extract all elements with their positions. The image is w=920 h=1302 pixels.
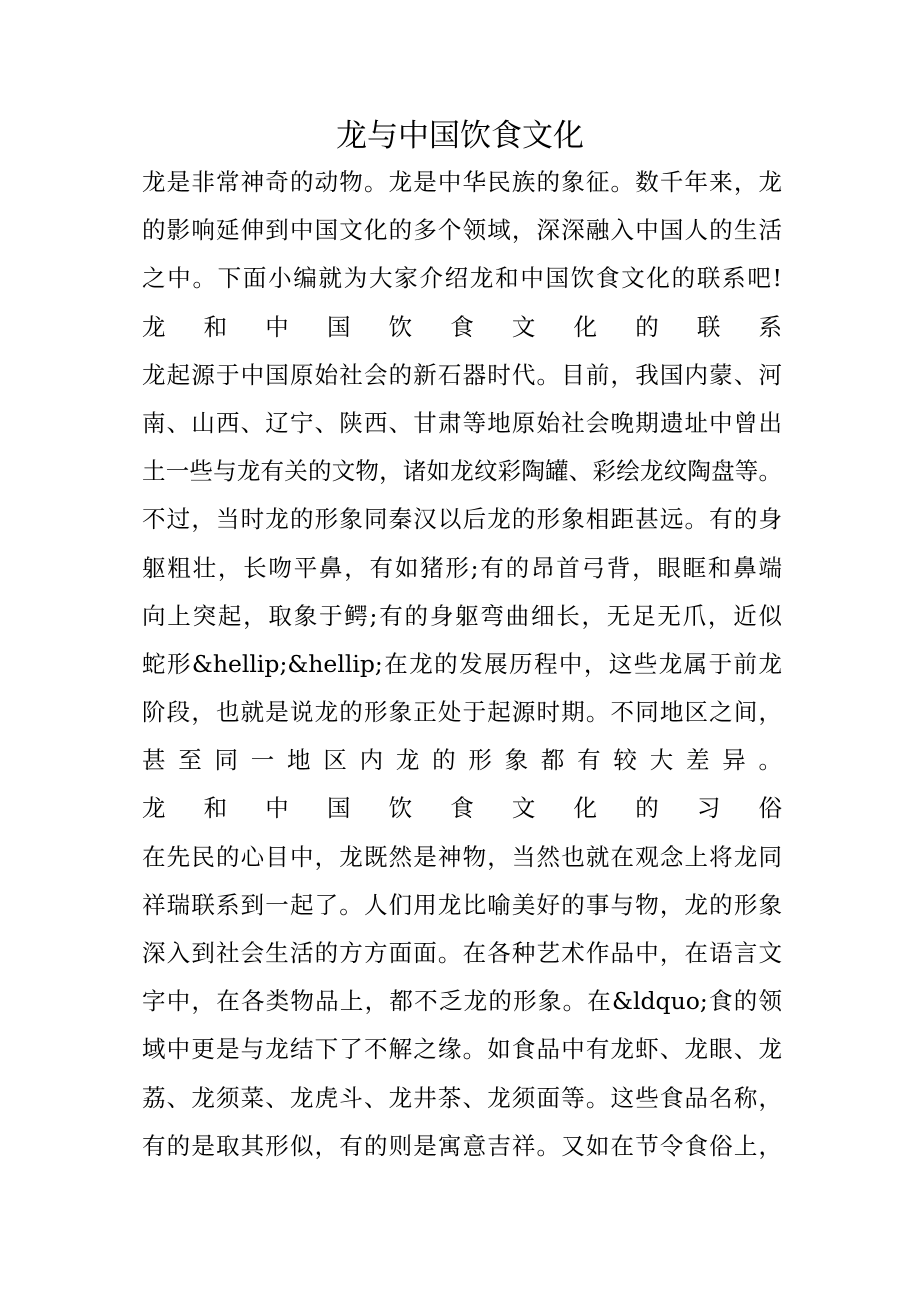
text-line: 之中。下面小编就为大家介绍龙和中国饮食文化的联系吧! — [142, 264, 782, 293]
document-title: 龙与中国饮食文化 — [336, 118, 584, 154]
text-line: 阶段，也就是说龙的形象正处于起源时期。不同地区之间， — [142, 698, 782, 727]
text-line: 南、山西、辽宁、陕西、甘肃等地原始社会晚期遗址中曾出 — [142, 408, 782, 437]
text-line: 祥瑞联系到一起了。人们用龙比喻美好的事与物，龙的形象 — [142, 890, 782, 919]
text-line: 龙起源于中国原始社会的新石器时代。目前，我国内蒙、河 — [142, 360, 782, 389]
text-line: 龙是非常神奇的动物。龙是中华民族的象征。数千年来，龙 — [142, 168, 782, 196]
text-line: 荔、龙须菜、龙虎斗、龙井茶、龙须面等。这些食品名称， — [142, 1083, 782, 1112]
text-line: 向上突起，取象于鳄;有的身躯弯曲细长，无足无爪，近似 — [142, 601, 782, 630]
text-line: 深入到社会生活的方方面面。在各种艺术作品中，在语言文 — [142, 939, 782, 967]
text-line: 的影响延伸到中国文化的多个领域，深深融入中国人的生活 — [142, 216, 782, 245]
text-line: 甚 至 同 一 地 区 内 龙 的 形 象 都 有 较 大 差 异 。 — [142, 746, 782, 775]
text-line: 不过，当时龙的形象同秦汉以后龙的形象相距甚远。有的身 — [142, 505, 782, 534]
text-line: 字中，在各类物品上，都不乏龙的形象。在&ldquo;食的领 — [142, 987, 782, 1016]
section-heading: 龙 和 中 国 饮 食 文 化 的 联 系 — [142, 312, 782, 341]
section-heading: 龙 和 中 国 饮 食 文 化 的 习 俗 — [142, 794, 782, 823]
text-line: 在先民的心目中，龙既然是神物，当然也就在观念上将龙同 — [142, 842, 782, 871]
text-line: 有的是取其形似，有的则是寓意吉祥。又如在节令食俗上， — [142, 1131, 782, 1160]
text-line: 土一些与龙有关的文物，诸如龙纹彩陶罐、彩绘龙纹陶盘等。 — [142, 457, 782, 486]
text-line: 蛇形&hellip;&hellip;在龙的发展历程中，这些龙属于前龙 — [142, 649, 782, 678]
text-line: 域中更是与龙结下了不解之缘。如食品中有龙虾、龙眼、龙 — [142, 1035, 782, 1064]
text-line: 躯粗壮，长吻平鼻，有如猪形;有的昂首弓背，眼眶和鼻端 — [142, 553, 782, 582]
document-body — [142, 158, 782, 1170]
